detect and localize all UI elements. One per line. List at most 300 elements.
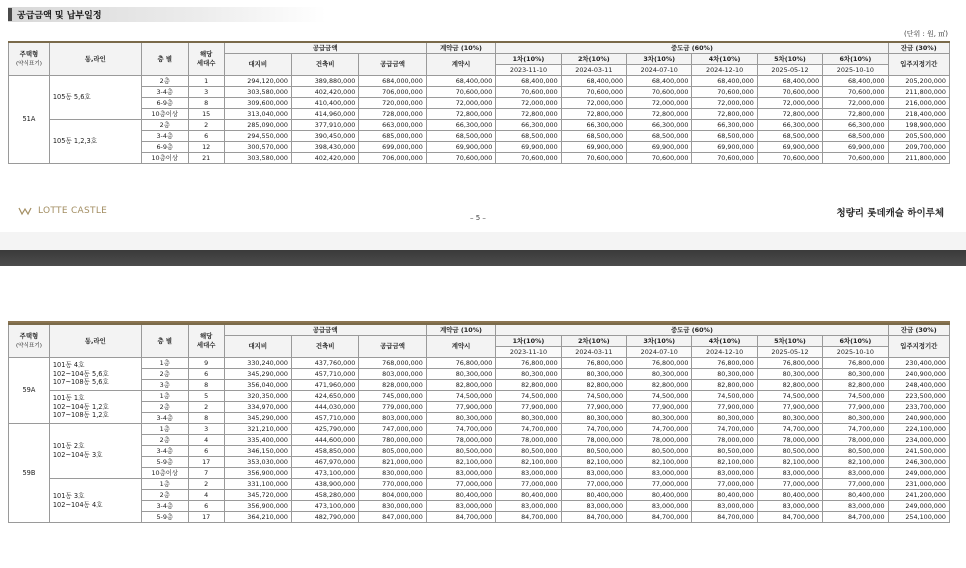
- cell-deposit: 78,000,000: [426, 435, 495, 446]
- header-land: 대지비: [224, 336, 291, 358]
- header-row-1: [9, 324, 950, 336]
- lotte-castle-crest-icon: [18, 207, 32, 216]
- cell-balance: 209,700,000: [888, 142, 949, 153]
- cell-dong: 101동 2호 102~104동 3호: [49, 424, 141, 479]
- cell-type: 51A: [9, 76, 50, 164]
- cell-installment: 80,500,000: [692, 446, 757, 457]
- cell-units: 4: [188, 435, 224, 446]
- cell-units: 15: [188, 109, 224, 120]
- cell-supply: 728,000,000: [359, 109, 426, 120]
- header-date-1: 2023-11-10: [496, 347, 561, 358]
- cell-floor: 3-4층: [141, 413, 188, 424]
- cell-deposit: 74,500,000: [426, 391, 495, 402]
- table-row: [9, 131, 950, 142]
- cell-installment: 80,500,000: [496, 446, 561, 457]
- cell-units: 3: [188, 87, 224, 98]
- cell-balance: 254,100,000: [888, 512, 949, 523]
- document-page-1: [0, 0, 966, 232]
- header-installment-1: 1차(10%): [496, 336, 561, 347]
- cell-installment: 74,700,000: [496, 424, 561, 435]
- cell-installment: 68,500,000: [627, 131, 692, 142]
- cell-supply: 706,000,000: [359, 87, 426, 98]
- cell-deposit: 83,000,000: [426, 501, 495, 512]
- cell-dong: 101동 1호 102~104동 1,2호 107~108동 1,2호: [49, 391, 141, 424]
- cell-installment: 72,000,000: [627, 98, 692, 109]
- cell-balance: 205,200,000: [888, 76, 949, 87]
- cell-balance: 241,200,000: [888, 490, 949, 501]
- cell-units: 4: [188, 490, 224, 501]
- cell-installment: 80,400,000: [496, 490, 561, 501]
- cell-installment: 69,900,000: [757, 142, 822, 153]
- cell-installment: 70,600,000: [627, 87, 692, 98]
- table-row: [9, 369, 950, 380]
- cell-installment: 69,900,000: [496, 142, 561, 153]
- header-date-2: 2024-03-11: [561, 65, 626, 76]
- header-type: 주택형 (약식표기): [9, 42, 50, 76]
- cell-land: 356,900,000: [224, 468, 291, 479]
- table-row: [9, 490, 950, 501]
- cell-floor: 10층이상: [141, 109, 188, 120]
- cell-installment: 78,000,000: [496, 435, 561, 446]
- cell-building: 473,100,000: [291, 468, 358, 479]
- section-title: [8, 7, 158, 22]
- cell-land: 321,210,000: [224, 424, 291, 435]
- cell-units: 8: [188, 98, 224, 109]
- cell-dong: 101동 3호 102~104동 4호: [49, 479, 141, 523]
- cell-balance: 218,400,000: [888, 109, 949, 120]
- cell-installment: 84,700,000: [561, 512, 626, 523]
- cell-units: 2: [188, 479, 224, 490]
- table-row: [9, 435, 950, 446]
- cell-installment: 84,700,000: [823, 512, 888, 523]
- cell-installment: 76,800,000: [496, 358, 561, 369]
- cell-deposit: 83,000,000: [426, 468, 495, 479]
- cell-installment: 77,900,000: [627, 402, 692, 413]
- cell-installment: 78,000,000: [692, 435, 757, 446]
- cell-deposit: 70,600,000: [426, 153, 495, 164]
- cell-installment: 78,000,000: [757, 435, 822, 446]
- cell-floor: 5-9층: [141, 457, 188, 468]
- cell-units: 6: [188, 501, 224, 512]
- header-land: 대지비: [224, 54, 291, 76]
- cell-land: 364,210,000: [224, 512, 291, 523]
- cell-installment: 72,000,000: [692, 98, 757, 109]
- cell-land: 356,040,000: [224, 380, 291, 391]
- cell-installment: 80,500,000: [561, 446, 626, 457]
- cell-installment: 82,800,000: [823, 380, 888, 391]
- header-supply-group: 공급금액: [224, 42, 426, 54]
- header-deposit: 계약시: [426, 54, 495, 76]
- cell-supply: 720,000,000: [359, 98, 426, 109]
- table-row: [9, 109, 950, 120]
- cell-installment: 77,000,000: [823, 479, 888, 490]
- table-row: [9, 402, 950, 413]
- cell-floor: 2층: [141, 490, 188, 501]
- cell-balance: 223,500,000: [888, 391, 949, 402]
- table-row: [9, 380, 950, 391]
- cell-deposit: 76,800,000: [426, 358, 495, 369]
- cell-land: 285,090,000: [224, 120, 291, 131]
- cell-deposit: 72,800,000: [426, 109, 495, 120]
- cell-installment: 66,300,000: [692, 120, 757, 131]
- cell-deposit: 74,700,000: [426, 424, 495, 435]
- cell-building: 424,650,000: [291, 391, 358, 402]
- cell-supply: 805,000,000: [359, 446, 426, 457]
- cell-supply: 780,000,000: [359, 435, 426, 446]
- cell-land: 303,580,000: [224, 153, 291, 164]
- header-balance: 입주지정기간: [888, 54, 949, 76]
- cell-installment: 80,300,000: [823, 369, 888, 380]
- cell-installment: 68,500,000: [561, 131, 626, 142]
- header-installment-3: 3차(10%): [627, 336, 692, 347]
- header-type-sub: (약식표기): [15, 60, 42, 67]
- cell-supply: 830,000,000: [359, 468, 426, 479]
- cell-installment: 77,000,000: [561, 479, 626, 490]
- cell-installment: 80,500,000: [823, 446, 888, 457]
- cell-building: 467,970,000: [291, 457, 358, 468]
- cell-balance: 246,300,000: [888, 457, 949, 468]
- cell-installment: 82,100,000: [561, 457, 626, 468]
- cell-installment: 70,600,000: [823, 153, 888, 164]
- header-installment-2: 2차(10%): [561, 336, 626, 347]
- cell-installment: 83,000,000: [757, 468, 822, 479]
- cell-supply: 830,000,000: [359, 501, 426, 512]
- cell-installment: 76,800,000: [692, 358, 757, 369]
- cell-installment: 82,800,000: [496, 380, 561, 391]
- header-date-2: 2024-03-11: [561, 347, 626, 358]
- cell-floor: 1층: [141, 391, 188, 402]
- cell-installment: 77,900,000: [496, 402, 561, 413]
- header-type: 주택형 (약식표기): [9, 324, 50, 358]
- header-installment-2: 2차(10%): [561, 54, 626, 65]
- header-building: 건축비: [291, 336, 358, 358]
- cell-land: 303,580,000: [224, 87, 291, 98]
- cell-installment: 68,500,000: [496, 131, 561, 142]
- cell-installment: 80,300,000: [757, 413, 822, 424]
- cell-supply: 779,000,000: [359, 402, 426, 413]
- cell-installment: 68,400,000: [757, 76, 822, 87]
- cell-supply: 685,000,000: [359, 131, 426, 142]
- cell-installment: 83,000,000: [496, 501, 561, 512]
- cell-installment: 82,100,000: [496, 457, 561, 468]
- cell-installment: 68,400,000: [627, 76, 692, 87]
- cell-deposit: 72,000,000: [426, 98, 495, 109]
- header-dong: 동,라인: [49, 42, 141, 76]
- cell-installment: 76,800,000: [823, 358, 888, 369]
- cell-installment: 84,700,000: [757, 512, 822, 523]
- cell-supply: 803,000,000: [359, 369, 426, 380]
- cell-balance: 233,700,000: [888, 402, 949, 413]
- cell-supply: 804,000,000: [359, 490, 426, 501]
- cell-balance: 249,000,000: [888, 501, 949, 512]
- cell-installment: 69,900,000: [692, 142, 757, 153]
- cell-installment: 84,700,000: [627, 512, 692, 523]
- cell-installment: 74,700,000: [823, 424, 888, 435]
- cell-land: 335,400,000: [224, 435, 291, 446]
- cell-installment: 66,300,000: [757, 120, 822, 131]
- cell-units: 2: [188, 402, 224, 413]
- cell-installment: 82,100,000: [757, 457, 822, 468]
- cell-installment: 78,000,000: [627, 435, 692, 446]
- cell-balance: 224,100,000: [888, 424, 949, 435]
- cell-balance: 211,800,000: [888, 87, 949, 98]
- table-row: [9, 424, 950, 435]
- table-row: [9, 142, 950, 153]
- cell-installment: 66,300,000: [561, 120, 626, 131]
- cell-installment: 77,900,000: [692, 402, 757, 413]
- cell-type: 59A: [9, 358, 50, 424]
- table-row: [9, 468, 950, 479]
- cell-deposit: 82,100,000: [426, 457, 495, 468]
- cell-deposit: 80,300,000: [426, 369, 495, 380]
- cell-supply: 803,000,000: [359, 413, 426, 424]
- cell-supply: 847,000,000: [359, 512, 426, 523]
- cell-installment: 76,800,000: [561, 358, 626, 369]
- cell-installment: 72,000,000: [561, 98, 626, 109]
- cell-balance: 216,000,000: [888, 98, 949, 109]
- header-deposit: 계약시: [426, 336, 495, 358]
- header-installment-5: 5차(10%): [757, 336, 822, 347]
- cell-building: 458,850,000: [291, 446, 358, 457]
- cell-building: 473,100,000: [291, 501, 358, 512]
- cell-installment: 80,300,000: [496, 369, 561, 380]
- cell-deposit: 82,800,000: [426, 380, 495, 391]
- header-date-5: 2025-05-12: [757, 65, 822, 76]
- header-date-4: 2024-12-10: [692, 347, 757, 358]
- cell-land: 300,570,000: [224, 142, 291, 153]
- table-row: [9, 120, 950, 131]
- cell-units: 6: [188, 446, 224, 457]
- cell-deposit: 70,600,000: [426, 87, 495, 98]
- cell-dong: 105동 5,6호: [49, 76, 141, 120]
- header-date-3: 2024-07-10: [627, 65, 692, 76]
- cell-installment: 82,800,000: [757, 380, 822, 391]
- cell-installment: 78,000,000: [823, 435, 888, 446]
- cell-balance: 240,900,000: [888, 413, 949, 424]
- header-dong: 동,라인: [49, 324, 141, 358]
- cell-building: 390,450,000: [291, 131, 358, 142]
- header-balance: 입주지정기간: [888, 336, 949, 358]
- cell-installment: 74,500,000: [561, 391, 626, 402]
- cell-units: 8: [188, 413, 224, 424]
- cell-land: 313,040,000: [224, 109, 291, 120]
- cell-installment: 68,500,000: [757, 131, 822, 142]
- header-balance-group: 잔금 (30%): [888, 324, 949, 336]
- cell-land: 320,350,000: [224, 391, 291, 402]
- header-deposit-group: 계약금 (10%): [426, 324, 495, 336]
- page-footer: [0, 200, 966, 232]
- table-row: [9, 446, 950, 457]
- cell-units: 1: [188, 76, 224, 87]
- unit-label: (단위 : 원, ㎡): [903, 30, 948, 38]
- cell-installment: 80,300,000: [823, 413, 888, 424]
- cell-installment: 83,000,000: [757, 501, 822, 512]
- cell-deposit: 68,500,000: [426, 131, 495, 142]
- header-date-1: 2023-11-10: [496, 65, 561, 76]
- cell-units: 6: [188, 369, 224, 380]
- cell-installment: 70,600,000: [627, 153, 692, 164]
- cell-land: 294,120,000: [224, 76, 291, 87]
- cell-balance: 240,900,000: [888, 369, 949, 380]
- cell-installment: 70,600,000: [757, 153, 822, 164]
- cell-units: 7: [188, 468, 224, 479]
- cell-installment: 83,000,000: [823, 468, 888, 479]
- cell-supply: 706,000,000: [359, 153, 426, 164]
- cell-installment: 68,500,000: [692, 131, 757, 142]
- cell-land: 353,030,000: [224, 457, 291, 468]
- cell-installment: 72,800,000: [757, 109, 822, 120]
- cell-land: 345,720,000: [224, 490, 291, 501]
- cell-installment: 80,300,000: [692, 413, 757, 424]
- cell-supply: 768,000,000: [359, 358, 426, 369]
- table-row: [9, 98, 950, 109]
- cell-units: 8: [188, 380, 224, 391]
- cell-floor: 2층: [141, 402, 188, 413]
- cell-floor: 3층: [141, 380, 188, 391]
- cell-balance: 211,800,000: [888, 153, 949, 164]
- table-row: [9, 479, 950, 490]
- project-name: 청량리 롯데캐슬 하이루체: [836, 208, 944, 219]
- cell-installment: 70,600,000: [496, 87, 561, 98]
- header-middle-group: 중도금 (60%): [496, 324, 888, 336]
- cell-building: 410,400,000: [291, 98, 358, 109]
- cell-installment: 80,500,000: [627, 446, 692, 457]
- cell-installment: 83,000,000: [561, 501, 626, 512]
- cell-deposit: 66,300,000: [426, 120, 495, 131]
- cell-installment: 82,100,000: [823, 457, 888, 468]
- header-date-6: 2025-10-10: [823, 65, 888, 76]
- cell-installment: 72,800,000: [561, 109, 626, 120]
- cell-installment: 80,400,000: [561, 490, 626, 501]
- cell-deposit: 77,000,000: [426, 479, 495, 490]
- cell-supply: 828,000,000: [359, 380, 426, 391]
- cell-installment: 76,800,000: [627, 358, 692, 369]
- cell-building: 482,790,000: [291, 512, 358, 523]
- cell-installment: 83,000,000: [823, 501, 888, 512]
- cell-installment: 70,600,000: [496, 153, 561, 164]
- page-number: – 5 –: [470, 214, 486, 222]
- cell-units: 12: [188, 142, 224, 153]
- cell-installment: 83,000,000: [496, 468, 561, 479]
- cell-deposit: 68,400,000: [426, 76, 495, 87]
- cell-installment: 68,400,000: [692, 76, 757, 87]
- cell-land: 334,970,000: [224, 402, 291, 413]
- cell-units: 6: [188, 131, 224, 142]
- cell-installment: 80,300,000: [692, 369, 757, 380]
- cell-installment: 76,800,000: [757, 358, 822, 369]
- header-units: 해당 세대수: [188, 324, 224, 358]
- cell-floor: 3-4층: [141, 87, 188, 98]
- cell-building: 425,790,000: [291, 424, 358, 435]
- header-date-6: 2025-10-10: [823, 347, 888, 358]
- header-installment-5: 5차(10%): [757, 54, 822, 65]
- cell-installment: 80,300,000: [561, 369, 626, 380]
- cell-building: 444,030,000: [291, 402, 358, 413]
- cell-installment: 77,000,000: [692, 479, 757, 490]
- cell-installment: 80,300,000: [496, 413, 561, 424]
- cell-installment: 72,000,000: [823, 98, 888, 109]
- brand-logo: [18, 206, 107, 216]
- cell-building: 389,880,000: [291, 76, 358, 87]
- cell-installment: 83,000,000: [692, 468, 757, 479]
- cell-installment: 74,500,000: [692, 391, 757, 402]
- page-gap: [0, 232, 966, 250]
- header-date-5: 2025-05-12: [757, 347, 822, 358]
- cell-installment: 80,300,000: [627, 413, 692, 424]
- cell-balance: 198,900,000: [888, 120, 949, 131]
- cell-installment: 77,900,000: [757, 402, 822, 413]
- document-page-2: [0, 266, 966, 568]
- header-date-3: 2024-07-10: [627, 347, 692, 358]
- header-installment-3: 3차(10%): [627, 54, 692, 65]
- header-type-sub: (약식표기): [15, 342, 42, 349]
- cell-installment: 68,400,000: [823, 76, 888, 87]
- cell-deposit: 69,900,000: [426, 142, 495, 153]
- cell-land: 346,150,000: [224, 446, 291, 457]
- cell-installment: 80,300,000: [627, 369, 692, 380]
- cell-units: 9: [188, 358, 224, 369]
- cell-building: 438,900,000: [291, 479, 358, 490]
- cell-floor: 6-9층: [141, 142, 188, 153]
- cell-installment: 66,300,000: [496, 120, 561, 131]
- cell-units: 5: [188, 391, 224, 402]
- cell-installment: 69,900,000: [823, 142, 888, 153]
- cell-building: 457,710,000: [291, 413, 358, 424]
- header-units: 해당 세대수: [188, 42, 224, 76]
- cell-building: 402,420,000: [291, 87, 358, 98]
- cell-supply: 745,000,000: [359, 391, 426, 402]
- cell-units: 17: [188, 512, 224, 523]
- cell-land: 309,600,000: [224, 98, 291, 109]
- cell-land: 345,290,000: [224, 413, 291, 424]
- table-row: [9, 413, 950, 424]
- header-row-1: [9, 42, 950, 54]
- cell-floor: 3-4층: [141, 501, 188, 512]
- cell-installment: 77,900,000: [561, 402, 626, 413]
- cell-installment: 84,700,000: [496, 512, 561, 523]
- cell-installment: 72,800,000: [692, 109, 757, 120]
- cell-installment: 70,600,000: [823, 87, 888, 98]
- cell-land: 356,900,000: [224, 501, 291, 512]
- table-row: [9, 512, 950, 523]
- cell-floor: 1층: [141, 424, 188, 435]
- cell-installment: 83,000,000: [561, 468, 626, 479]
- cell-installment: 77,000,000: [757, 479, 822, 490]
- cell-installment: 83,000,000: [627, 501, 692, 512]
- cell-installment: 70,600,000: [692, 153, 757, 164]
- header-installment-1: 1차(10%): [496, 54, 561, 65]
- header-installment-6: 6차(10%): [823, 54, 888, 65]
- cell-balance: 230,400,000: [888, 358, 949, 369]
- cell-building: 402,420,000: [291, 153, 358, 164]
- cell-installment: 74,700,000: [627, 424, 692, 435]
- cell-installment: 80,400,000: [627, 490, 692, 501]
- cell-floor: 10층이상: [141, 468, 188, 479]
- cell-deposit: 80,300,000: [426, 413, 495, 424]
- cell-deposit: 80,500,000: [426, 446, 495, 457]
- table-row: [9, 391, 950, 402]
- cell-units: 2: [188, 120, 224, 131]
- cell-installment: 70,600,000: [757, 87, 822, 98]
- cell-installment: 72,800,000: [496, 109, 561, 120]
- header-building: 건축비: [291, 54, 358, 76]
- header-supply: 공급금액: [359, 336, 426, 358]
- header-middle-group: 중도금 (60%): [496, 42, 888, 54]
- header-floor: 층 별: [141, 42, 188, 76]
- cell-installment: 82,800,000: [561, 380, 626, 391]
- brand-text: LOTTE CASTLE: [38, 206, 108, 216]
- cell-balance: 231,000,000: [888, 479, 949, 490]
